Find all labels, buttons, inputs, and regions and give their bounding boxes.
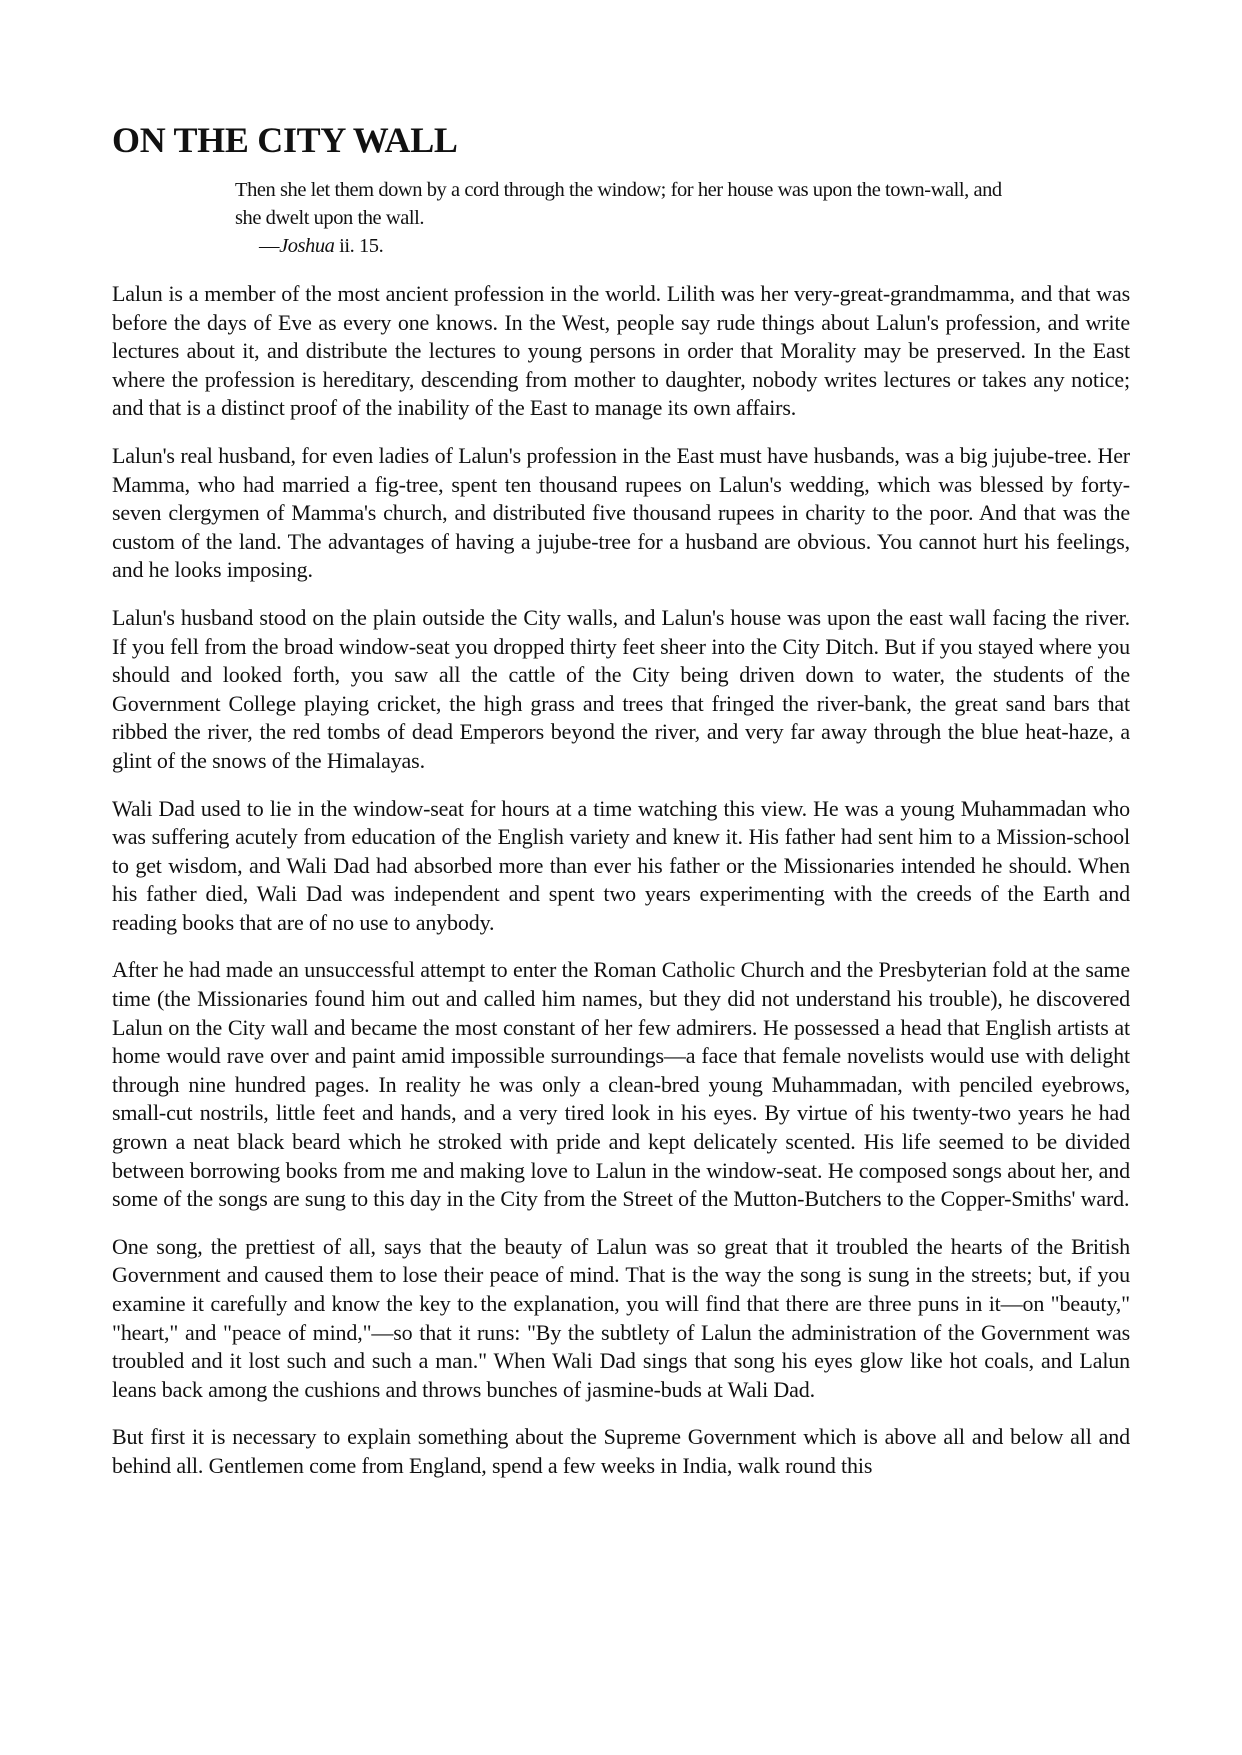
chapter-title: ON THE CITY WALL [112, 120, 458, 160]
paragraph: But first it is necessary to explain something about the Supreme Government which is above all and below all and behind all. Gentlemen come from England, spend a few weeks in India, walk round this [112, 1424, 1130, 1478]
document-page [112, 118, 1130, 1500]
paragraph: Lalun's real husband, for even ladies of Lalun's profession in the East must have husbands, was a big jujube-tree. Her Mamma, who had married a fig-tree, spent ten thousand rupees on Lalun's wedding, which was blessed by forty-seven clergymen of Mamma's church, and distributed five thousand rupees in charity to the poor. And that was the custom of the land. The advantages of having a jujube-tree for a husband are obvious. You cannot hurt his feelings, and he looks imposing. [112, 442, 1130, 583]
paragraph: Wali Dad used to lie in the window-seat for hours at a time watching this view. He was a young Muhammadan who was suffering acutely from education of the English variety and knew it. His father had sent him to a Mission-school to get wisdom, and Wali Dad had absorbed more than ever his father or the Missionaries intended he should. When his father died, Wali Dad was independent and spent two years experimenting with the creeds of the Earth and reading books that are of no use to anybody. [112, 795, 1130, 935]
epigraph [235, 176, 1025, 260]
paragraph: Lalun's husband stood on the plain outside the City walls, and Lalun's house was upon the east wall facing the river. If you fell from the broad window-seat you dropped thirty feet sheer into the City Ditch. But if you stayed where you should and looked forth, you saw all the cattle of the City being driven down to water, the students of the Government College playing cricket, the high grass and trees that fringed the river-bank, the great sand bars that ribbed the river, the red tombs of dead Emperors beyond the river, and very far away through the blue heat-haze, a glint of the snows of the Himalayas. [112, 604, 1130, 773]
paragraph: One song, the prettiest of all, says that the beauty of Lalun was so great that it troubled the hearts of the British Government and caused them to lose their peace of mind. That is the way the song is sung in the streets; but, if you examine it carefully and know the key to the explanation, you will find that there are three puns in it—on "beauty," "heart," and "peace of mind,"—so that it runs: "By the subtlety of Lalun the administration of the Government was troubled and it lost such and such a man." When Wali Dad sings that song his eyes glow like hot coals, and Lalun leans back among the cushions and throws bunches of jasmine-buds at Wali Dad. [112, 1233, 1130, 1402]
citation-book: Joshua [279, 235, 335, 257]
citation-dash: — [259, 235, 280, 257]
citation-reference: ii. 15. [334, 235, 384, 257]
epigraph-quote: Then she let them down by a cord through the window; for her house was upon the town-wall, and she dwelt upon the wall. [235, 179, 1002, 229]
paragraph: Lalun is a member of the most ancient profession in the world. Lilith was her very-great-grandmamma, and that was before the days of Eve as every one knows. In the West, people say rude things about Lalun's profession, and write lectures about it, and distribute the lectures to young persons in order that Morality may be preserved. In the East where the profession is hereditary, descending from mother to daughter, nobody writes lectures or takes any notice; and that is a distinct proof of the inability of the East to manage its own affairs. [112, 281, 1130, 421]
paragraph: After he had made an unsuccessful attempt to enter the Roman Catholic Church and the Presbyterian fold at the same time (the Missionaries found him out and called him names, but they did not understand his trouble), he discovered Lalun on the City wall and became the most constant of her few admirers. He possessed a head that English artists at home would rave over and paint amid impossible surroundings—a face that female novelists would use with delight through nine hundred pages. In reality he was only a clean-bred young Muhammadan, with penciled eyebrows, small-cut nostrils, little feet and hands, and a very tired look in his eyes. By virtue of his twenty-two years he had grown a neat black beard which he stroked with pride and kept delicately scented. His life seemed to be divided between borrowing books from me and making love to Lalun in the window-seat. He composed songs about her, and some of the songs are sung to this day in the City from the Street of the Mutton-Butchers to the Copper-Smiths' ward. [112, 957, 1130, 1212]
epigraph-citation [235, 232, 1025, 260]
